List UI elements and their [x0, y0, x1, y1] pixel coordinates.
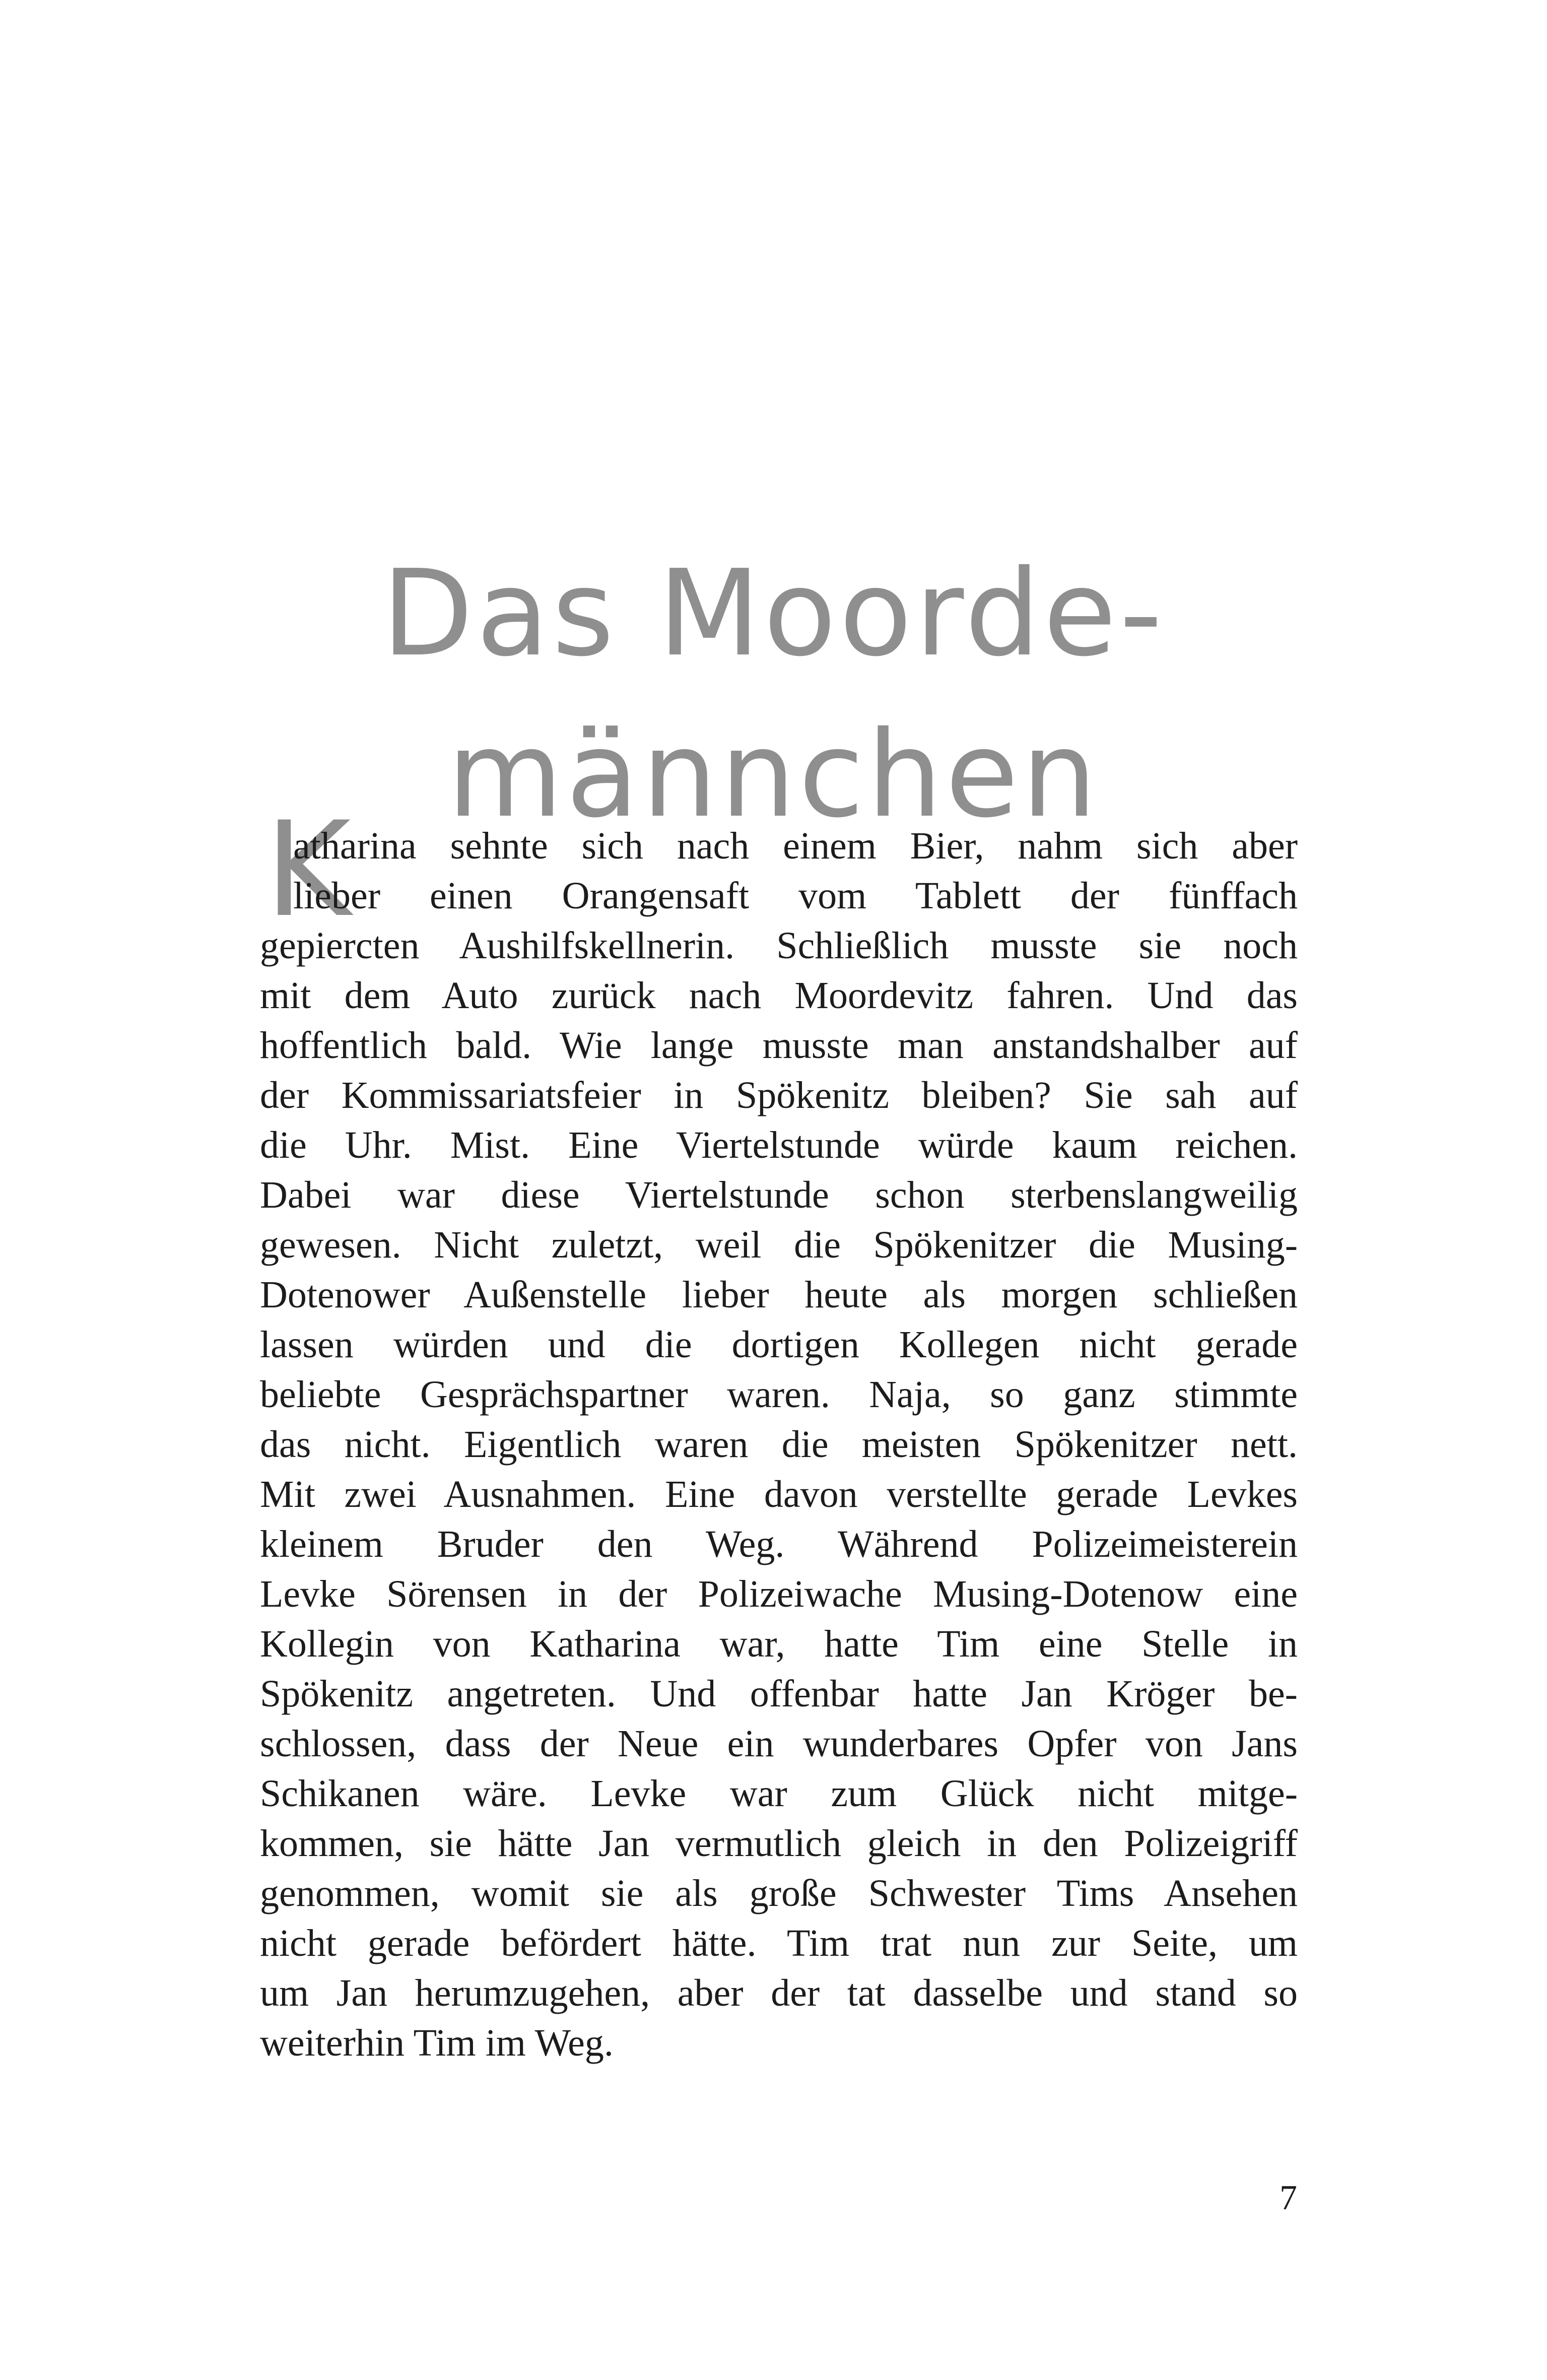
drop-cap: K: [265, 794, 351, 946]
text-line: Levke Sörensen in der Polizeiwache Musing-Dotenow eine: [260, 1573, 1298, 1615]
text-line: genommen, womit sie als große Schwester Tims Ansehen: [260, 1872, 1298, 1914]
text-line: die Uhr. Mist. Eine Viertelstunde würde kaum reichen.: [260, 1124, 1298, 1166]
text-line: um Jan herumzugehen, aber der tat dasselbe und stand so: [260, 1972, 1298, 2014]
page-number: 7: [1280, 2178, 1297, 2217]
text-line: lassen würden und die dortigen Kollegen nicht gerade: [260, 1324, 1298, 1366]
body-text: [260, 821, 1298, 2068]
text-line: Dotenower Außenstelle lieber heute als morgen schließen: [260, 1274, 1298, 1316]
text-line: kleinem Bruder den Weg. Während Polizeimeisterein: [260, 1523, 1298, 1565]
text-line: weiterhin Tim im Weg.: [260, 2022, 614, 2064]
chapter-title: [0, 533, 1547, 855]
text-line: das nicht. Eigentlich waren die meisten Spökenitzer nett.: [260, 1423, 1298, 1466]
text-line: Spökenitz angetreten. Und offenbar hatte Jan Kröger be-: [260, 1673, 1298, 1715]
text-line: hoffentlich bald. Wie lange musste man anstandshalber auf: [260, 1024, 1298, 1067]
text-line: gewesen. Nicht zuletzt, weil die Spökenitzer die Musing-: [260, 1224, 1298, 1266]
text-line: Dabei war diese Viertelstunde schon sterbenslangweilig: [260, 1174, 1298, 1216]
text-line: atharina sehnte sich nach einem Bier, nahm sich aber: [293, 825, 1298, 867]
text-line: Mit zwei Ausnahmen. Eine davon verstellte gerade Levkes: [260, 1473, 1298, 1515]
text-line: mit dem Auto zurück nach Moordevitz fahren. Und das: [260, 974, 1298, 1017]
text-line: der Kommissariatsfeier in Spökenitz bleiben? Sie sah auf: [260, 1074, 1298, 1116]
text-line: schlossen, dass der Neue ein wunderbares Opfer von Jans: [260, 1723, 1298, 1765]
text-line: beliebte Gesprächspartner waren. Naja, so ganz stimmte: [260, 1373, 1298, 1416]
text-line: gepiercten Aushilfskellnerin. Schließlich musste sie noch: [260, 924, 1298, 967]
chapter-title-line-1: Das Moorde-: [381, 544, 1166, 683]
text-line: nicht gerade befördert hätte. Tim trat nun zur Seite, um: [260, 1922, 1298, 1964]
text-line: lieber einen Orangensaft vom Tablett der fünffach: [293, 875, 1298, 917]
chapter-title-line-2: männchen: [447, 705, 1100, 844]
text-line: kommen, sie hätte Jan vermutlich gleich in den Polizeigriff: [260, 1822, 1298, 1865]
text-line: Schikanen wäre. Levke war zum Glück nicht mitge-: [260, 1772, 1298, 1815]
text-line: Kollegin von Katharina war, hatte Tim eine Stelle in: [260, 1623, 1298, 1665]
